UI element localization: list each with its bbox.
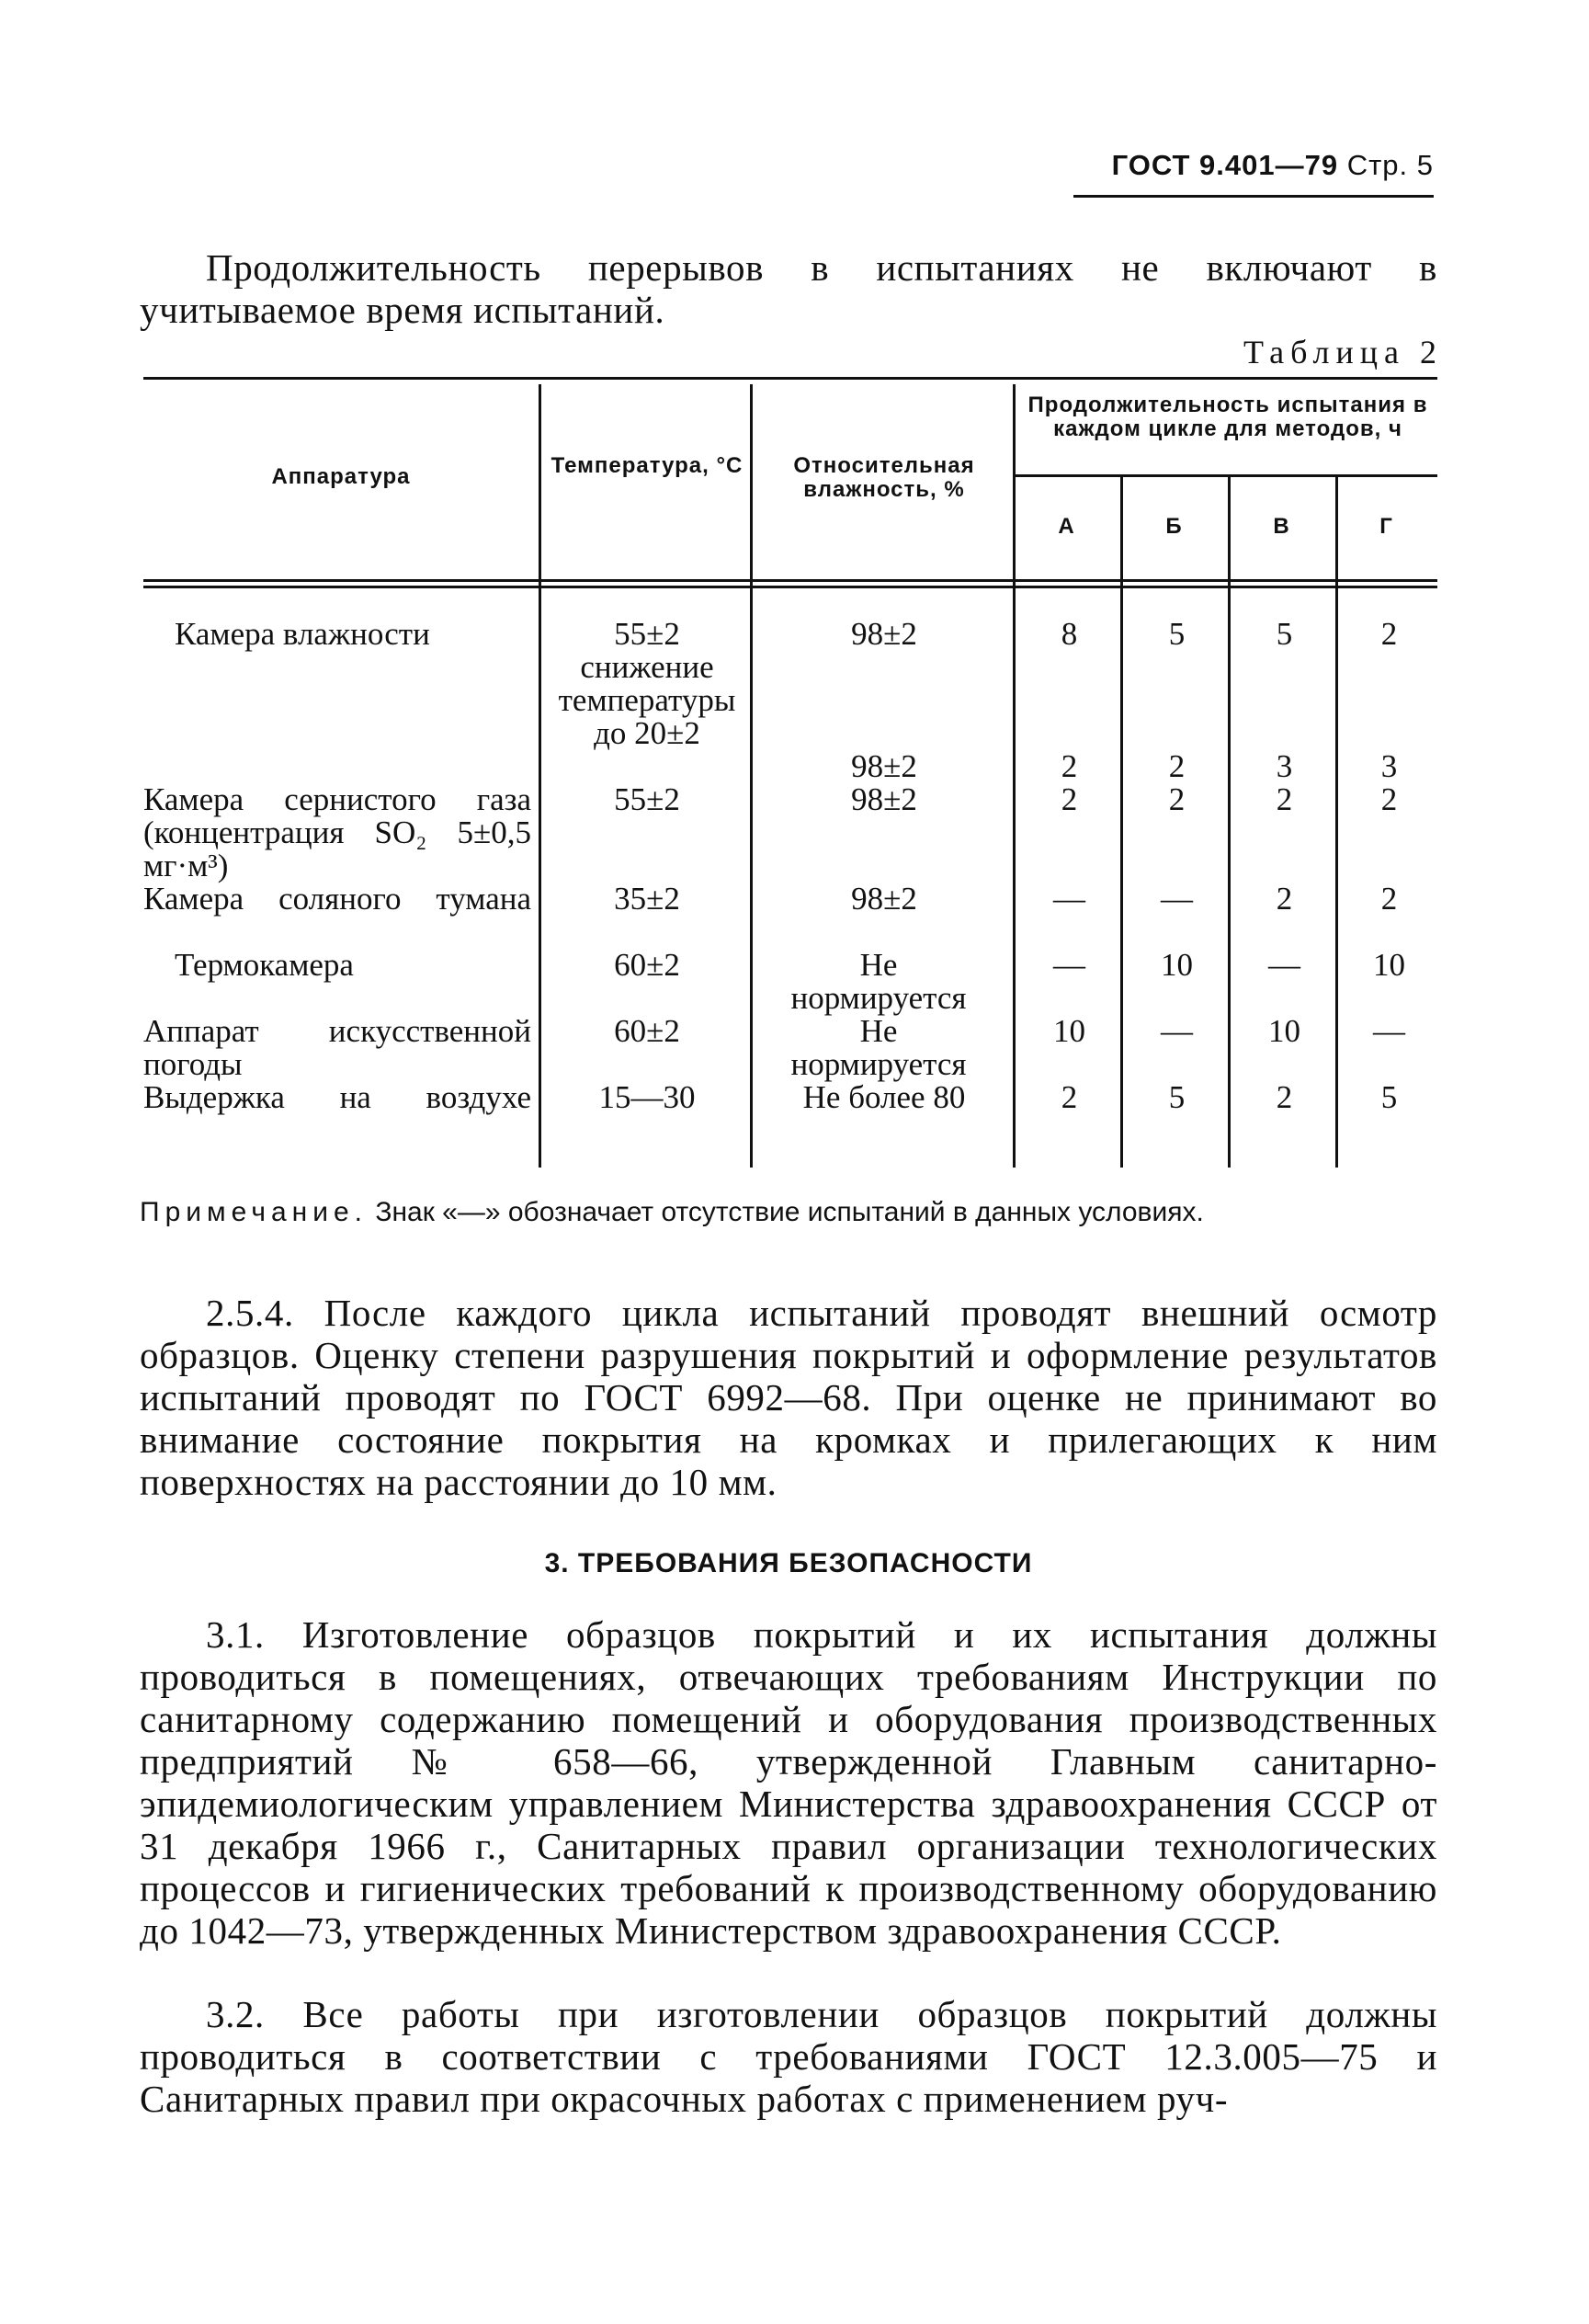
cell-humidity-1: 98±2 xyxy=(851,748,917,784)
cell-v-5: 10 xyxy=(1268,1013,1300,1049)
header-method-v: В xyxy=(1273,514,1290,539)
cell-humidity-0: 98±2 xyxy=(851,616,917,652)
paragraph-3-1: 3.1. Изготовление образцов покрытий и их испытания должны проводиться в помещениях, отвечающих требованиям Инструкции по санитарному содержанию помещений и оборудования производственных предприятий № 658—66, утвержденной Главным санитарно-эпидемиологическим управлением Министерства здравоохранения СССР от 31 декабря 1966 г., Санитарных правил организации технологических процессов и гигиенических требований к производственному оборудованию до 1042—73, утвержденных Министерством здравоохранения СССР. xyxy=(140,1613,1437,1952)
intro-paragraph: Продолжительность перерывов в испытаниях не включают в учитываемое время испытаний. xyxy=(140,246,1437,331)
cell-b-6: 5 xyxy=(1168,1079,1186,1115)
cell-apparatus-0: Камера влажности xyxy=(175,616,430,652)
page-header xyxy=(1075,149,1434,182)
col-divider-1 xyxy=(539,384,541,1168)
cell-v-0: 5 xyxy=(1276,616,1293,652)
cell-g-5: — xyxy=(1373,1013,1405,1049)
cell-a-2: 2 xyxy=(1061,781,1078,817)
cell-temperature-2: 55±2 xyxy=(614,781,680,817)
cell-a-0: 8 xyxy=(1061,616,1078,652)
cell-v-1: 3 xyxy=(1276,748,1293,784)
cell-temperature-6: 15—30 xyxy=(598,1079,696,1115)
note-text: Знак «—» обозначает отсутствие испытаний в данных условиях. xyxy=(375,1197,1204,1227)
table-top-rule xyxy=(143,377,1437,380)
cell-a-5: 10 xyxy=(1053,1013,1085,1049)
cell-b-1: 2 xyxy=(1168,748,1186,784)
cell-g-4: 10 xyxy=(1373,947,1405,983)
cell-a-3: — xyxy=(1053,881,1085,917)
cell-g-2: 2 xyxy=(1380,781,1398,817)
cell-temperature-4: 60±2 xyxy=(614,947,680,983)
cell-v-3: 2 xyxy=(1276,881,1293,917)
cell-temperature-3: 35±2 xyxy=(614,881,680,917)
header-method-g: Г xyxy=(1379,514,1393,539)
header-duration: Продолжительность испытания в каждом цикле для методов, ч xyxy=(1027,393,1428,441)
col-divider-2 xyxy=(750,384,753,1168)
header-rule xyxy=(1073,195,1434,198)
cell-g-1: 3 xyxy=(1380,748,1398,784)
cell-b-4: 10 xyxy=(1161,947,1193,983)
cell-g-0: 2 xyxy=(1380,616,1398,652)
cell-a-6: 2 xyxy=(1061,1079,1078,1115)
table-title: Таблица 2 xyxy=(1243,334,1443,370)
cell-g-3: 2 xyxy=(1380,881,1398,917)
cell-apparatus-4: Термокамера xyxy=(175,947,354,983)
header-humidity: Относительная влажность, % xyxy=(793,453,975,502)
cell-b-5: — xyxy=(1161,1013,1193,1049)
cell-a-4: — xyxy=(1053,947,1085,983)
cell-humidity-2: 98±2 xyxy=(851,781,917,817)
cell-a-1: 2 xyxy=(1061,748,1078,784)
col-divider-5 xyxy=(1228,476,1231,1168)
page-number: Стр. 5 xyxy=(1346,149,1434,181)
cell-v-2: 2 xyxy=(1276,781,1293,817)
cell-humidity-3: 98±2 xyxy=(851,881,917,917)
note-lead: Примечание. xyxy=(140,1197,368,1227)
header-method-b: Б xyxy=(1165,514,1183,539)
col-divider-6 xyxy=(1335,476,1338,1168)
duration-subheader-rule xyxy=(1013,474,1437,477)
cell-temperature-0: 55±2 xyxy=(614,616,680,652)
cell-apparatus-2: Камера сернистого газа (концентрация SO₂ 5±0,5 мг·м³) xyxy=(143,781,531,883)
header-method-a: А xyxy=(1058,514,1075,539)
cell-temperature-5: 60±2 xyxy=(614,1013,680,1049)
header-temperature: Температура, °С xyxy=(550,453,743,478)
cell-b-0: 5 xyxy=(1168,616,1186,652)
standard-number: ГОСТ 9.401—79 xyxy=(1111,149,1339,181)
cell-humidity-4: Не нормируется xyxy=(790,947,967,1016)
cell-apparatus-5: Аппарат искусственной погоды xyxy=(143,1013,531,1082)
paragraph-3-2: 3.2. Все работы при изготовлении образцов покрытий должны проводиться в соответствии с требованиями ГОСТ 12.3.005—75 и Санитарных правил при окрасочных работах с применением руч- xyxy=(140,1993,1437,2120)
cell-temperature-1: снижение температуры до 20±2 xyxy=(558,649,736,751)
header-bottom-rule xyxy=(143,579,1437,582)
cell-humidity-5: Не нормируется xyxy=(790,1013,967,1082)
paragraph-2-5-4: 2.5.4. После каждого цикла испытаний проводят внешний осмотр образцов. Оценку степени разрушения покрытий и оформление результатов испытаний проводят по ГОСТ 6992—68. При оценке не принимают во внимание состояние покрытия на кромках и прилегающих к ним поверхностях на расстоянии до 10 мм. xyxy=(140,1292,1437,1503)
cell-v-6: 2 xyxy=(1276,1079,1293,1115)
section-heading: 3. ТРЕБОВАНИЯ БЕЗОПАСНОСТИ xyxy=(544,1548,1033,1578)
cell-apparatus-6: Выдержка на воздухе xyxy=(143,1079,531,1115)
cell-apparatus-3: Камера соляного тумана xyxy=(143,881,531,917)
cell-humidity-6: Не более 80 xyxy=(802,1079,966,1115)
data-table xyxy=(143,377,1437,1177)
header-apparatus: Аппаратура xyxy=(271,464,411,489)
cell-g-6: 5 xyxy=(1380,1079,1398,1115)
cell-b-3: — xyxy=(1161,881,1193,917)
cell-b-2: 2 xyxy=(1168,781,1186,817)
cell-v-4: — xyxy=(1268,947,1300,983)
col-divider-3 xyxy=(1013,384,1016,1168)
header-bottom-rule-2 xyxy=(143,586,1437,588)
table-note xyxy=(140,1195,1437,1230)
col-divider-4 xyxy=(1120,476,1123,1168)
